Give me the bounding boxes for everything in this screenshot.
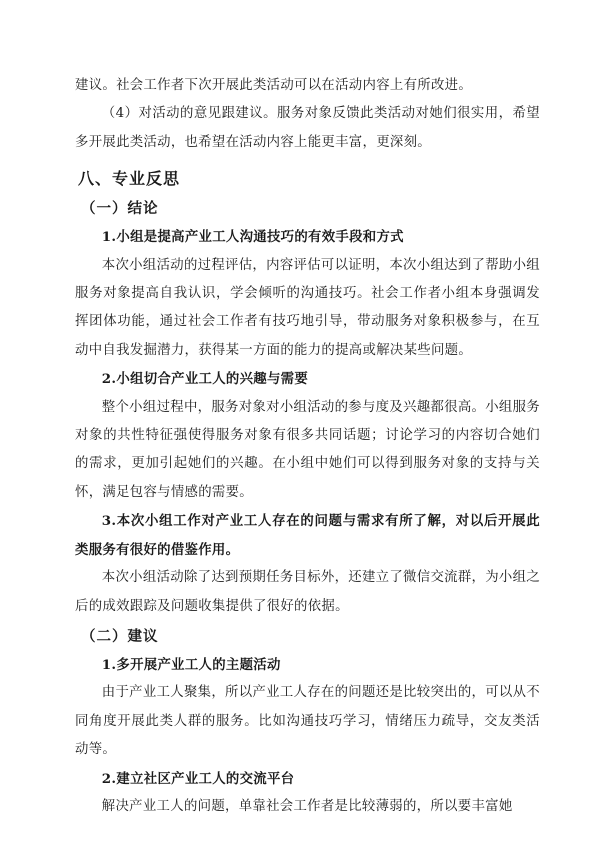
conclusion-item-1-title: 1.小组是提高产业工人沟通技巧的有效手段和方式 bbox=[101, 229, 404, 246]
conclusion-item-3-title: 3.本次小组工作对产业工人存在的问题与需求有所了解，对以后开展此类服务有很好的借鉴作用。 bbox=[75, 513, 540, 558]
paragraph-feedback: （4）对活动的意见跟建议。服务对象反馈此类活动对她们很实用，希望多开展此类活动，也希望在活动内容上能更丰富，更深刻。 bbox=[75, 106, 540, 150]
section-heading-reflection: 八、专业反思 bbox=[78, 169, 181, 189]
conclusion-item-1-body: 本次小组活动的过程评估，内容评估可以证明，本次小组达到了帮助小组服务对象提高自我认识，学会倾听的沟通技巧。社会工作者小组本身强调发挥团体功能，通过社会工作者有技巧地引导，带动服务对象积极参与，在互动中自我发掘潜力，获得某一方面的能力的提高或解决某些问题。 bbox=[75, 257, 540, 358]
conclusion-item-2-body: 整个小组过程中，服务对象对小组活动的参与度及兴趣都很高。小组服务对象的共性特征强使得服务对象有很多共同话题；讨论学习的内容切合她们的需求，更加引起她们的兴趣。在小组中她们可以得到服务对象的支持与关怀，满足包容与情感的需要。 bbox=[75, 399, 540, 500]
suggestion-item-2-title: 2.建立社区产业工人的交流平台 bbox=[101, 770, 295, 787]
suggestion-item-2-body: 解决产业工人的问题，单靠社会工作者是比较薄弱的，所以要丰富她 bbox=[101, 798, 513, 814]
subsection-heading-suggestions: （二）建议 bbox=[81, 627, 159, 645]
subsection-heading-conclusion: （一）结论 bbox=[81, 200, 159, 218]
conclusion-item-2-title: 2.小组切合产业工人的兴趣与需要 bbox=[101, 371, 309, 388]
paragraph-intro: 建议。社会工作者下次开展此类活动可以在活动内容上有所改进。 bbox=[75, 78, 473, 93]
suggestion-item-1-body: 由于产业工人聚集，所以产业工人存在的问题还是比较突出的，可以从不同角度开展此类人群的服务。比如沟通技巧学习，情绪压力疏导，交友类活动等。 bbox=[75, 685, 540, 758]
suggestion-item-1-title: 1.多开展产业工人的主题活动 bbox=[101, 656, 281, 673]
conclusion-item-3-body: 本次小组活动除了达到预期任务目标外，还建立了微信交流群，为小组之后的成效跟踪及问题收集提供了很好的依据。 bbox=[75, 570, 540, 614]
